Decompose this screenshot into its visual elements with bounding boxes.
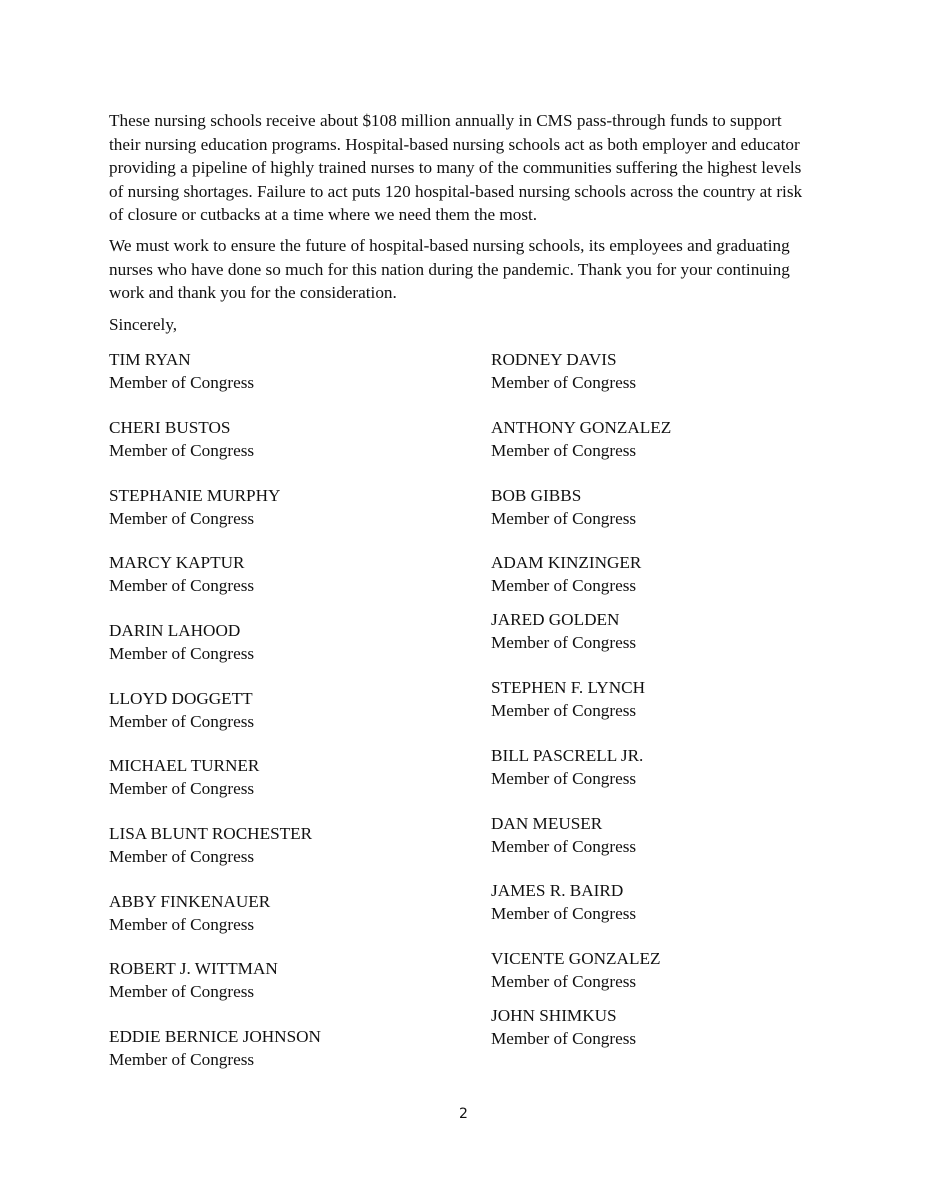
- signer-title: Member of Congress: [491, 701, 637, 720]
- signer-name: STEPHANIE MURPHY: [109, 486, 281, 505]
- signer-title: Member of Congress: [109, 982, 255, 1001]
- signer-title: Member of Congress: [491, 904, 637, 923]
- signer-title: Member of Congress: [109, 644, 255, 663]
- signer-title: Member of Congress: [491, 837, 637, 856]
- signer-name: ANTHONY GONZALEZ: [491, 418, 672, 437]
- signature-block: [109, 754, 259, 800]
- signature-block: [491, 879, 636, 925]
- signer-name: DARIN LAHOOD: [109, 621, 241, 640]
- signature-block: [109, 822, 312, 868]
- body-paragraph-2: We must work to ensure the future of hospital-based nursing schools, its employees and graduating nurses who have done so much for this nation during the pandemic. Thank you for your continuing work and thank you for the consideration.: [109, 236, 790, 302]
- signature-block: [491, 947, 660, 993]
- signer-name: JAMES R. BAIRD: [491, 881, 624, 900]
- signature-block: [491, 416, 671, 462]
- signer-name: BOB GIBBS: [491, 486, 582, 505]
- signature-block: [491, 551, 641, 597]
- signer-title: Member of Congress: [109, 373, 255, 392]
- signer-name: JARED GOLDEN: [491, 610, 620, 629]
- signature-block: [109, 957, 278, 1003]
- signature-block: [491, 744, 643, 790]
- signer-title: Member of Congress: [491, 441, 637, 460]
- signer-title: Member of Congress: [491, 576, 637, 595]
- signature-block: [109, 619, 254, 665]
- signature-block: [109, 890, 270, 936]
- signer-name: BILL PASCRELL JR.: [491, 746, 644, 765]
- signature-block: [491, 484, 636, 530]
- signer-title: Member of Congress: [109, 509, 255, 528]
- signer-name: ROBERT J. WITTMAN: [109, 959, 278, 978]
- signer-name: MICHAEL TURNER: [109, 756, 260, 775]
- signer-title: Member of Congress: [109, 441, 255, 460]
- signer-title: Member of Congress: [109, 576, 255, 595]
- signature-block: [109, 1025, 321, 1071]
- signer-name: VICENTE GONZALEZ: [491, 949, 661, 968]
- signer-title: Member of Congress: [109, 1050, 255, 1069]
- signature-block: [491, 348, 636, 394]
- body-paragraph-1: These nursing schools receive about $108 million annually in CMS pass-through funds to support their nursing education programs. Hospital-based nursing schools act as both employer and educator providing a pipeline of highly trained nurses to many of the communities suffering the highest levels of nursing shortages. Failure to act puts 120 hospital-based nursing schools across the country at risk of closure or cutbacks at a time where we need them the most.: [109, 111, 803, 224]
- signature-block: [491, 1004, 636, 1050]
- signer-title: Member of Congress: [109, 847, 255, 866]
- signer-name: LLOYD DOGGETT: [109, 689, 253, 708]
- signer-title: Member of Congress: [491, 972, 637, 991]
- signer-title: Member of Congress: [491, 1029, 637, 1048]
- signer-name: MARCY KAPTUR: [109, 553, 245, 572]
- signer-title: Member of Congress: [491, 633, 637, 652]
- signature-block: [109, 416, 254, 462]
- signature-block: [491, 812, 636, 858]
- signature-block: [109, 687, 254, 733]
- signer-name: CHERI BUSTOS: [109, 418, 231, 437]
- signature-block: [109, 484, 280, 530]
- signer-name: TIM RYAN: [109, 350, 191, 369]
- signer-title: Member of Congress: [491, 769, 637, 788]
- signer-name: DAN MEUSER: [491, 814, 603, 833]
- signer-name: RODNEY DAVIS: [491, 350, 617, 369]
- signer-name: ADAM KINZINGER: [491, 553, 642, 572]
- signer-title: Member of Congress: [491, 509, 637, 528]
- signature-block: [491, 608, 636, 654]
- signer-title: Member of Congress: [491, 373, 637, 392]
- signature-block: [491, 676, 645, 722]
- signer-name: ABBY FINKENAUER: [109, 892, 271, 911]
- signature-block: [109, 551, 254, 597]
- page-number: 2: [459, 1106, 468, 1122]
- signer-name: JOHN SHIMKUS: [491, 1006, 617, 1025]
- signer-title: Member of Congress: [109, 915, 255, 934]
- signer-title: Member of Congress: [109, 712, 255, 731]
- signature-block: [109, 348, 254, 394]
- signer-name: LISA BLUNT ROCHESTER: [109, 824, 313, 843]
- signer-name: EDDIE BERNICE JOHNSON: [109, 1027, 321, 1046]
- signer-name: STEPHEN F. LYNCH: [491, 678, 645, 697]
- closing-salutation: Sincerely,: [109, 315, 178, 334]
- signer-title: Member of Congress: [109, 779, 255, 798]
